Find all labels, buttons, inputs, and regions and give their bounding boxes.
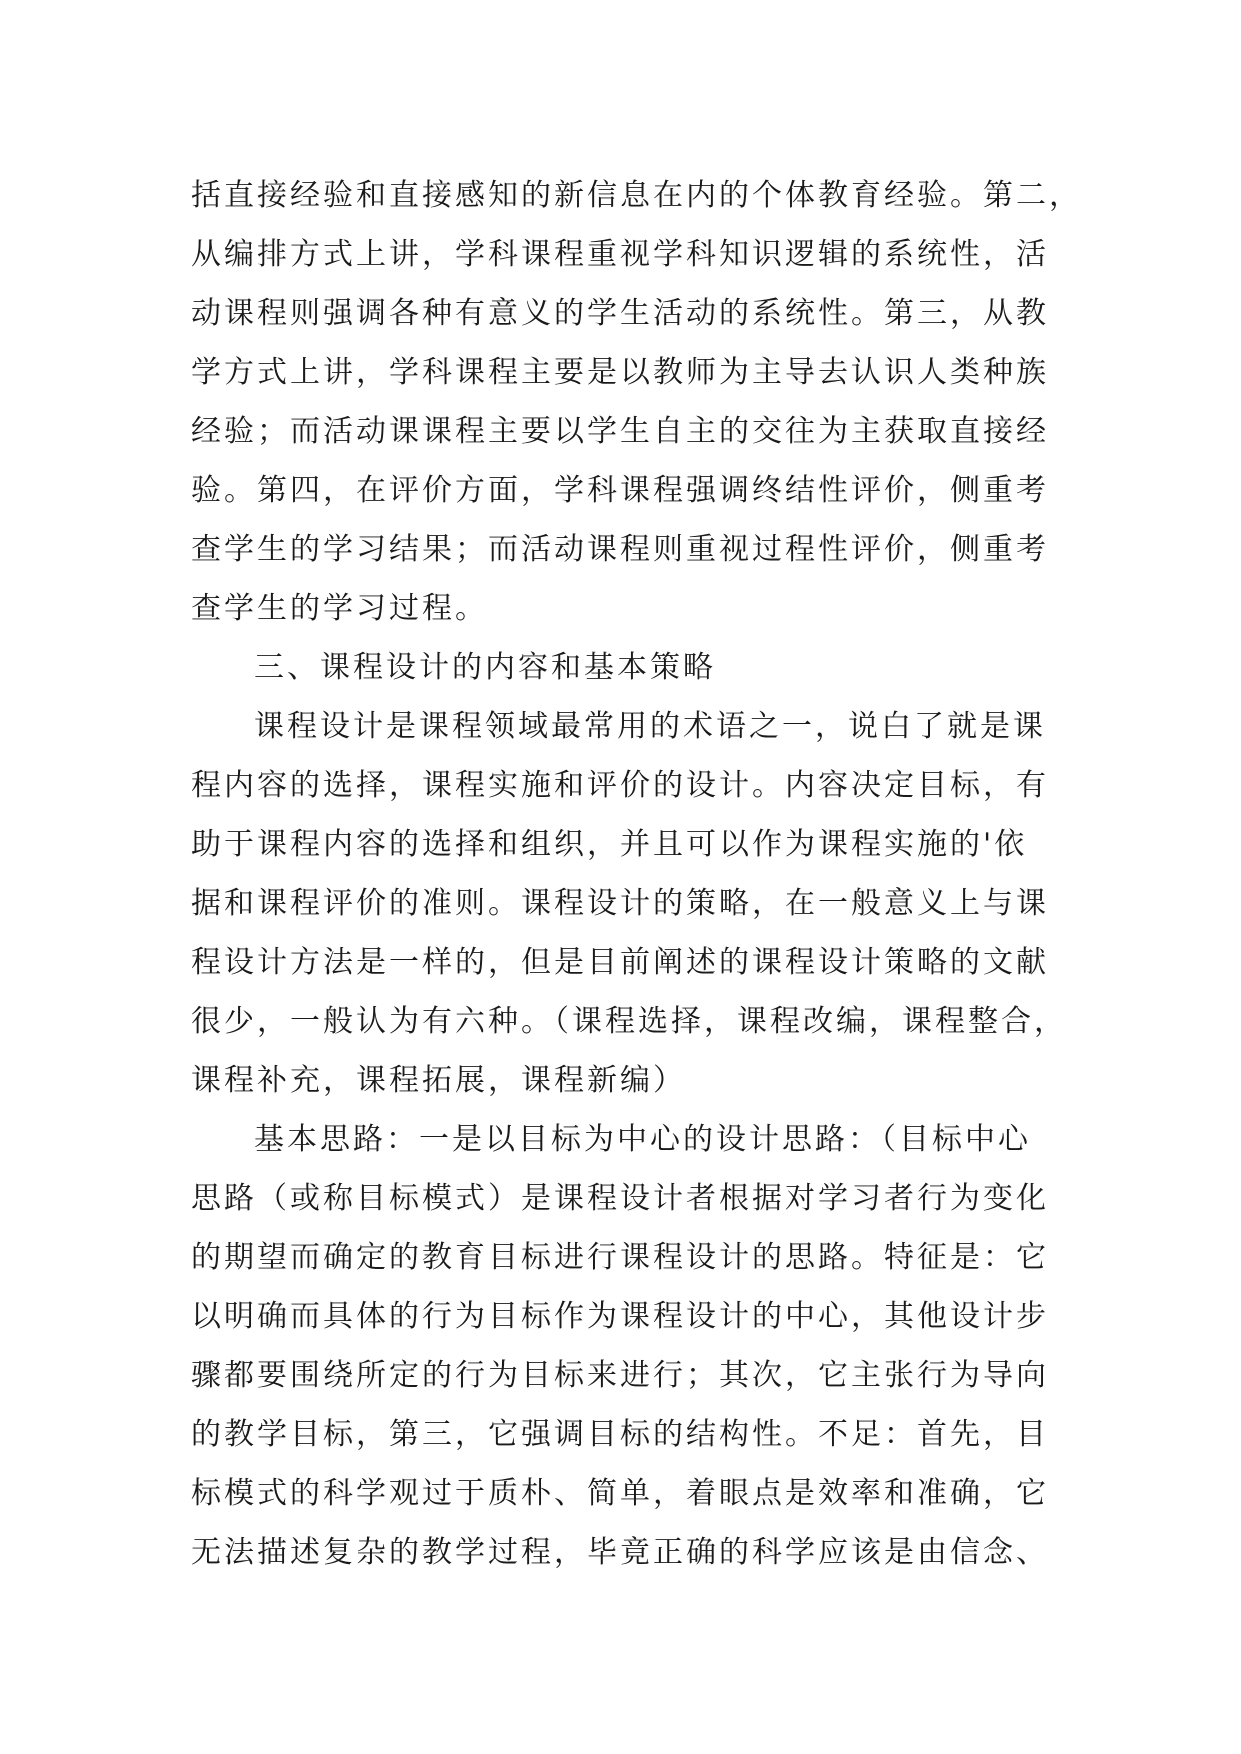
text-line: 基本思路：一是以目标为中心的设计思路：（目标中心 <box>254 1122 1031 1157</box>
body-text <box>191 166 1082 1582</box>
text-line: 动课程则强调各种有意义的学生活动的系统性。第三，从教 <box>191 296 1049 331</box>
text-line: 程内容的选择，课程实施和评价的设计。内容决定目标，有 <box>191 768 1049 803</box>
text-line: 查学生的学习过程。 <box>191 591 488 626</box>
text-line: 验。第四，在评价方面，学科课程强调终结性评价，侧重考 <box>191 473 1049 508</box>
text-line: 以明确而具体的行为目标作为课程设计的中心，其他设计步 <box>191 1299 1049 1334</box>
text-line: 标模式的科学观过于质朴、简单，着眼点是效率和准确，它 <box>191 1476 1049 1511</box>
text-line: 学方式上讲，学科课程主要是以教师为主导去认识人类种族 <box>191 355 1049 390</box>
text-line: 从编排方式上讲，学科课程重视学科知识逻辑的系统性，活 <box>191 237 1049 272</box>
text-line: 的期望而确定的教育目标进行课程设计的思路。特征是：它 <box>191 1240 1049 1275</box>
text-line: 括直接经验和直接感知的新信息在内的个体教育经验。第二， <box>191 178 1082 213</box>
text-line: 据和课程评价的准则。课程设计的策略，在一般意义上与课 <box>191 886 1049 921</box>
text-line: 助于课程内容的选择和组织，并且可以作为课程实施的'依 <box>191 827 1028 862</box>
text-line: 无法描述复杂的教学过程，毕竟正确的科学应该是由信念、 <box>191 1535 1049 1570</box>
section-heading: 三、课程设计的内容和基本策略 <box>254 650 716 685</box>
text-line: 课程设计是课程领域最常用的术语之一，说白了就是课 <box>254 709 1046 744</box>
text-line: 思路（或称目标模式）是课程设计者根据对学习者行为变化 <box>191 1181 1049 1216</box>
text-line: 很少，一般认为有六种。（课程选择，课程改编，课程整合， <box>191 1004 1067 1039</box>
text-line: 骤都要围绕所定的行为目标来进行；其次，它主张行为导向 <box>191 1358 1049 1393</box>
text-line: 经验；而活动课课程主要以学生自主的交往为主获取直接经 <box>191 414 1049 449</box>
text-line: 课程补充，课程拓展，课程新编） <box>191 1063 686 1098</box>
text-line: 的教学目标，第三，它强调目标的结构性。不足：首先，目 <box>191 1417 1049 1452</box>
text-line: 程设计方法是一样的，但是目前阐述的课程设计策略的文献 <box>191 945 1049 980</box>
text-line: 查学生的学习结果；而活动课程则重视过程性评价，侧重考 <box>191 532 1049 567</box>
